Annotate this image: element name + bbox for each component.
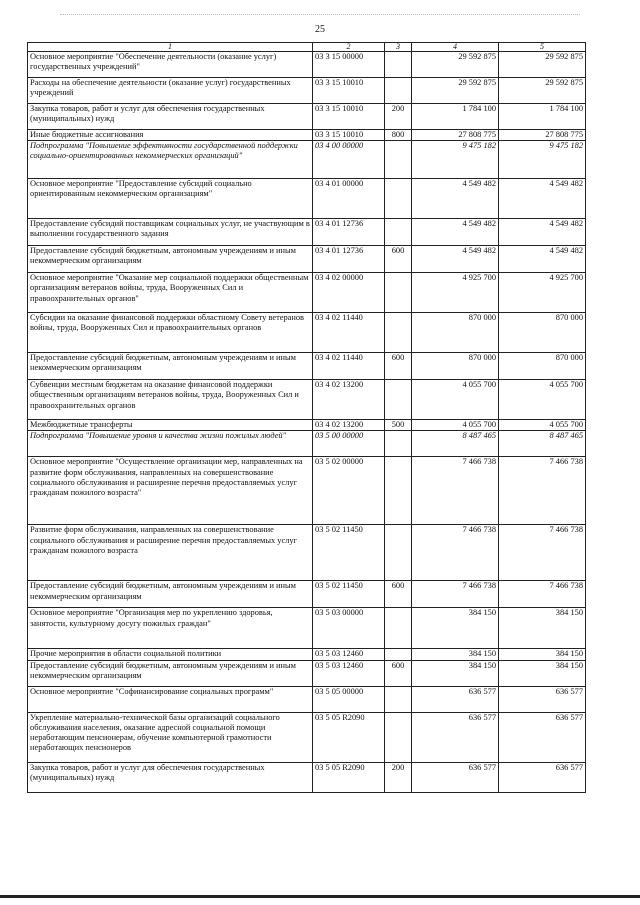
row-code: 03 4 01 12736 (313, 246, 385, 273)
row-value-year2: 8 487 465 (499, 431, 586, 457)
table-row (28, 380, 586, 420)
row-name: Основное мероприятие "Осуществление организации мер, направленных на развитие форм обслуживания, направленных на совершенствование социального обслуживания и расширение перечня предоставляемых услуг гражданам пожилого возраста" (28, 457, 313, 525)
row-value-year1: 4 549 482 (412, 219, 499, 246)
row-code: 03 4 01 12736 (313, 219, 385, 246)
row-value-year1: 27 808 775 (412, 130, 499, 141)
row-value-year2: 636 577 (499, 762, 586, 792)
row-value-year2: 384 150 (499, 660, 586, 686)
row-value-year2: 870 000 (499, 353, 586, 380)
row-name: Предоставление субсидий бюджетным, автономным учреждениям и иным некоммерческим организациям (28, 581, 313, 608)
row-name: Межбюджетные трансферты (28, 420, 313, 431)
row-value-year1: 636 577 (412, 712, 499, 762)
budget-table (27, 42, 586, 793)
table-row (28, 649, 586, 660)
table-row (28, 353, 586, 380)
table-row (28, 273, 586, 313)
row-code: 03 3 15 00000 (313, 52, 385, 78)
row-code: 03 5 05 R2090 (313, 712, 385, 762)
row-expense-type (385, 273, 412, 313)
row-value-year1: 4 055 700 (412, 420, 499, 431)
row-value-year1: 7 466 738 (412, 581, 499, 608)
row-value-year2: 4 055 700 (499, 420, 586, 431)
row-expense-type (385, 313, 412, 353)
table-row (28, 420, 586, 431)
row-expense-type (385, 649, 412, 660)
row-value-year1: 8 487 465 (412, 431, 499, 457)
row-value-year2: 29 592 875 (499, 52, 586, 78)
row-value-year2: 4 549 482 (499, 246, 586, 273)
row-expense-type: 500 (385, 420, 412, 431)
table-row (28, 686, 586, 712)
row-value-year2: 384 150 (499, 649, 586, 660)
row-value-year1: 1 784 100 (412, 104, 499, 130)
row-expense-type: 200 (385, 104, 412, 130)
bottom-border (0, 895, 640, 898)
row-value-year1: 7 466 738 (412, 525, 499, 581)
row-code: 03 5 05 R2090 (313, 762, 385, 792)
row-value-year1: 4 055 700 (412, 380, 499, 420)
row-expense-type: 600 (385, 581, 412, 608)
row-expense-type: 600 (385, 660, 412, 686)
row-code: 03 3 15 10010 (313, 78, 385, 104)
row-value-year1: 9 475 182 (412, 141, 499, 179)
row-name: Основное мероприятие "Организация мер по укреплению здоровья, занятости, культурному досугу пожилых граждан" (28, 608, 313, 649)
row-code: 03 5 02 11450 (313, 581, 385, 608)
table-row (28, 608, 586, 649)
row-value-year1: 4 549 482 (412, 179, 499, 219)
row-value-year2: 7 466 738 (499, 581, 586, 608)
row-name: Расходы на обеспечение деятельности (оказание услуг) государственных учреждений (28, 78, 313, 104)
table-row (28, 762, 586, 792)
row-name: Основное мероприятие "Предоставление субсидий социально ориентированным некоммерческим организациям" (28, 179, 313, 219)
table-row (28, 141, 586, 179)
row-code: 03 4 02 13200 (313, 380, 385, 420)
page-number: 25 (315, 24, 325, 35)
row-code: 03 3 15 10010 (313, 104, 385, 130)
row-value-year1: 636 577 (412, 762, 499, 792)
table-body (28, 52, 586, 793)
row-code: 03 4 02 11440 (313, 353, 385, 380)
row-value-year2: 1 784 100 (499, 104, 586, 130)
header-row (28, 43, 586, 52)
row-value-year2: 636 577 (499, 686, 586, 712)
header-col-5: 5 (499, 43, 586, 52)
row-expense-type (385, 141, 412, 179)
row-value-year2: 384 150 (499, 608, 586, 649)
row-value-year2: 4 549 482 (499, 219, 586, 246)
row-value-year1: 636 577 (412, 686, 499, 712)
table-row (28, 457, 586, 525)
row-expense-type: 200 (385, 762, 412, 792)
row-expense-type: 600 (385, 246, 412, 273)
row-code: 03 4 02 00000 (313, 273, 385, 313)
row-code: 03 5 00 00000 (313, 431, 385, 457)
row-value-year2: 27 808 775 (499, 130, 586, 141)
table-row (28, 431, 586, 457)
row-expense-type (385, 686, 412, 712)
row-name: Прочие мероприятия в области социальной политики (28, 649, 313, 660)
row-code: 03 5 03 12460 (313, 660, 385, 686)
row-value-year2: 9 475 182 (499, 141, 586, 179)
table-row (28, 525, 586, 581)
header-col-1: 1 (28, 43, 313, 52)
header-col-2: 2 (313, 43, 385, 52)
row-value-year2: 4 055 700 (499, 380, 586, 420)
row-value-year1: 384 150 (412, 649, 499, 660)
header-col-4: 4 (412, 43, 499, 52)
row-name: Основное мероприятие "Софинансирование социальных программ" (28, 686, 313, 712)
row-expense-type (385, 380, 412, 420)
row-name: Закупка товаров, работ и услуг для обеспечения государственных (муниципальных) нужд (28, 762, 313, 792)
row-value-year2: 4 925 700 (499, 273, 586, 313)
row-value-year1: 7 466 738 (412, 457, 499, 525)
row-value-year2: 7 466 738 (499, 525, 586, 581)
row-name: Предоставление субсидий поставщикам социальных услуг, не участвующим в выполнении государственного задания (28, 219, 313, 246)
row-expense-type (385, 431, 412, 457)
row-code: 03 4 02 13200 (313, 420, 385, 431)
scan-artifact-line (60, 14, 580, 16)
row-code: 03 4 02 11440 (313, 313, 385, 353)
row-value-year1: 870 000 (412, 353, 499, 380)
row-expense-type (385, 219, 412, 246)
row-name: Развитие форм обслуживания, направленных на совершенствование социального обслуживания и расширение перечня предоставляемых услуг гражданам пожилого возраста (28, 525, 313, 581)
row-value-year1: 384 150 (412, 608, 499, 649)
row-expense-type (385, 608, 412, 649)
row-expense-type: 600 (385, 353, 412, 380)
row-value-year1: 4 549 482 (412, 246, 499, 273)
table-row (28, 52, 586, 78)
table-row (28, 246, 586, 273)
table-row (28, 104, 586, 130)
row-name: Предоставление субсидий бюджетным, автономным учреждениям и иным некоммерческим организациям (28, 353, 313, 380)
row-name: Предоставление субсидий бюджетным, автономным учреждениям и иным некоммерческим организациям (28, 246, 313, 273)
row-code: 03 5 02 00000 (313, 457, 385, 525)
row-name: Предоставление субсидий бюджетным, автономным учреждениям и иным некоммерческим организациям (28, 660, 313, 686)
table-row (28, 313, 586, 353)
row-name: Основное мероприятие "Оказание мер социальной поддержки общественным организациям ветеранов войны, труда, Вооруженных Сил и правоохранительных органов" (28, 273, 313, 313)
table-row (28, 179, 586, 219)
row-expense-type: 800 (385, 130, 412, 141)
row-expense-type (385, 78, 412, 104)
row-name: Закупка товаров, работ и услуг для обеспечения государственных (муниципальных) нужд (28, 104, 313, 130)
row-name: Подпрограмма "Повышение уровня и качества жизни пожилых людей" (28, 431, 313, 457)
row-code: 03 5 05 00000 (313, 686, 385, 712)
row-name: Иные бюджетные ассигнования (28, 130, 313, 141)
row-value-year2: 29 592 875 (499, 78, 586, 104)
row-expense-type (385, 52, 412, 78)
row-name: Основное мероприятие "Обеспечение деятельности (оказание услуг) государственных учреждений" (28, 52, 313, 78)
row-value-year1: 4 925 700 (412, 273, 499, 313)
row-code: 03 4 01 00000 (313, 179, 385, 219)
table-row (28, 219, 586, 246)
row-code: 03 5 02 11450 (313, 525, 385, 581)
table-row (28, 78, 586, 104)
row-expense-type (385, 525, 412, 581)
row-code: 03 3 15 10010 (313, 130, 385, 141)
row-value-year2: 870 000 (499, 313, 586, 353)
row-value-year2: 636 577 (499, 712, 586, 762)
row-code: 03 4 00 00000 (313, 141, 385, 179)
row-expense-type (385, 712, 412, 762)
row-expense-type (385, 179, 412, 219)
row-value-year2: 7 466 738 (499, 457, 586, 525)
row-code: 03 5 03 12460 (313, 649, 385, 660)
row-name: Субсидии на оказание финансовой поддержки областному Совету ветеранов войны, труда, Вооруженных Сил и правоохранительных органов (28, 313, 313, 353)
row-name: Субвенции местным бюджетам на оказание финансовой поддержки общественным организациям ветеранов войны, труда, Вооруженных Сил и правоохранительных органов (28, 380, 313, 420)
row-expense-type (385, 457, 412, 525)
table-row (28, 581, 586, 608)
row-value-year2: 4 549 482 (499, 179, 586, 219)
row-value-year1: 384 150 (412, 660, 499, 686)
row-value-year1: 29 592 875 (412, 78, 499, 104)
row-code: 03 5 03 00000 (313, 608, 385, 649)
row-name: Укрепление материально-технической базы организаций социального обслуживания населения, оказание адресной социальной помощи неработающим пенсионерам, обучение компьютерной грамотности неработающих пенсионеров (28, 712, 313, 762)
header-col-3: 3 (385, 43, 412, 52)
row-value-year1: 29 592 875 (412, 52, 499, 78)
table-row (28, 130, 586, 141)
table-row (28, 660, 586, 686)
table-row (28, 712, 586, 762)
row-value-year1: 870 000 (412, 313, 499, 353)
row-name: Подпрограмма "Повышение эффективности государственной поддержки социально-ориентированных некоммерческих организаций" (28, 141, 313, 179)
